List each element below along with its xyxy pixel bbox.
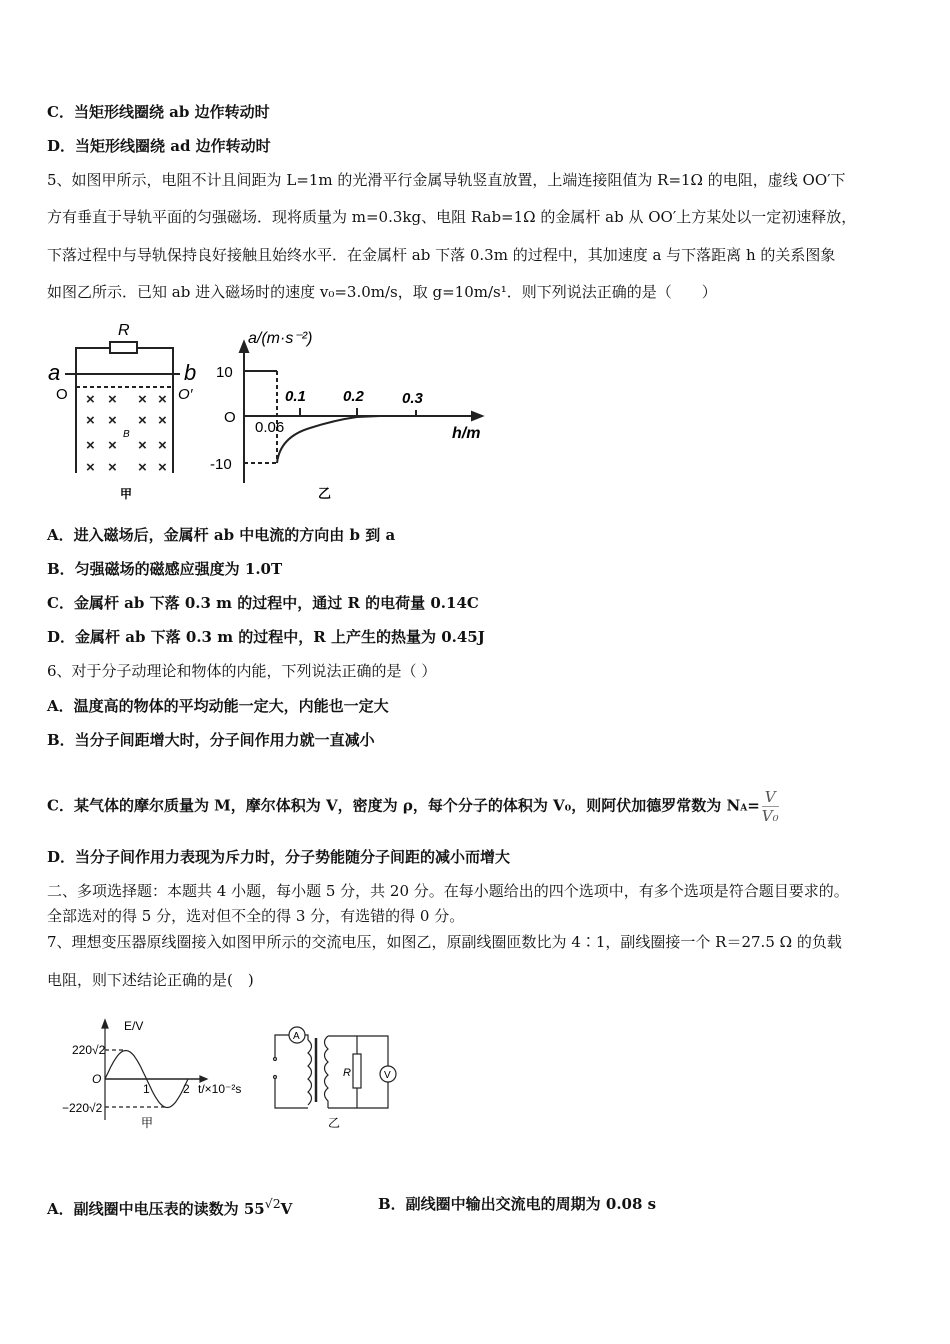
q6-option-c xyxy=(47,788,779,825)
label-B: B xyxy=(123,429,130,440)
fraction-numerator: V xyxy=(762,788,779,807)
subscript-a: A xyxy=(740,803,748,814)
cross-mark: × xyxy=(138,391,147,408)
equals: = xyxy=(747,796,760,815)
fraction-denominator: V₀ xyxy=(761,807,779,825)
label-a: a xyxy=(48,360,61,385)
origin-label-2: O xyxy=(92,1072,102,1086)
unit-v: V xyxy=(280,1200,293,1218)
cross-mark: × xyxy=(138,459,147,476)
q6-option-d: D．当分子间作用力表现为斥力时，分子势能随分子间距的减小而增大 xyxy=(47,848,511,866)
cross-mark: × xyxy=(158,412,167,429)
label-b: b xyxy=(184,360,197,385)
x-axis-label: h/m xyxy=(452,425,481,442)
caption-yi: 乙 xyxy=(318,486,332,501)
t-axis-label: t/×10⁻²s xyxy=(198,1082,242,1096)
cross-mark: × xyxy=(158,437,167,454)
q7-circuit-yi xyxy=(274,1027,397,1108)
sine-curve xyxy=(105,1051,188,1108)
q5-stem-line3: 下落过程中与导轨保持良好接触且始终水平．在金属杆 ab 下落 0.3m 的过程中，其加速度 a 与下落距离 h 的关系图象 xyxy=(47,246,836,264)
tick-t1: 1 xyxy=(143,1082,150,1096)
q7-stem-line1: 7、理想变压器原线圈接入如图甲所示的交流电压，如图乙，原副线圈匝数比为 4∶1，副线圈接一个 R＝27.5 Ω 的负载 xyxy=(47,933,842,951)
q6-option-c-text: C．某气体的摩尔质量为 M，摩尔体积为 V，密度为 ρ，每个分子的体积为 V₀，则阿伏加德罗常数为 N xyxy=(47,796,741,815)
caption-jia-2: 甲 xyxy=(141,1116,154,1130)
tick-0-1: 0.1 xyxy=(285,388,306,405)
cross-mark: × xyxy=(108,412,117,429)
cross-mark: × xyxy=(86,459,95,476)
section2-line1: 二、多项选择题：本题共 4 小题，每小题 5 分，共 20 分。在每小题给出的四个选项中，有多个选项是符合题目要求的。 xyxy=(47,882,849,900)
caption-yi-2: 乙 xyxy=(328,1116,341,1130)
q6-option-b: B．当分子间距增大时，分子间作用力就一直减小 xyxy=(47,731,375,749)
cross-mark: × xyxy=(86,412,95,429)
label-O-prime: O′ xyxy=(178,386,193,403)
cross-mark: × xyxy=(108,437,117,454)
q7-graph-jia xyxy=(102,1020,207,1120)
section2-line2: 全部选对的得 5 分，选对但不全的得 3 分，有选错的得 0 分。 xyxy=(47,907,465,925)
label-O: O xyxy=(56,386,68,403)
sqrt2: √2 xyxy=(264,1196,281,1211)
q5-graph-yi xyxy=(240,342,482,483)
tick-ymax: 220√2 xyxy=(72,1043,106,1057)
tick-0-2: 0.2 xyxy=(343,388,364,405)
tick-minus10: -10 xyxy=(210,456,232,473)
cross-mark: × xyxy=(86,391,95,408)
cross-mark: × xyxy=(108,391,117,408)
magnetic-field-crosses xyxy=(86,391,167,476)
origin-label: O xyxy=(224,409,236,426)
cross-mark: × xyxy=(138,412,147,429)
cross-mark: × xyxy=(86,437,95,454)
ammeter-icon xyxy=(289,1027,305,1043)
q7-option-a-text: A．副线圈中电压表的读数为 55 xyxy=(47,1200,265,1218)
tick-0-06: 0.06 xyxy=(255,419,285,436)
q7-option-b: B．副线圈中输出交流电的周期为 0.08 s xyxy=(378,1195,657,1213)
q7-option-a xyxy=(47,1194,292,1219)
q6-option-a: A．温度高的物体的平均动能一定大，内能也一定大 xyxy=(47,697,389,715)
q5-option-c: C．金属杆 ab 下落 0.3 m 的过程中，通过 R 的电荷量 0.14C xyxy=(47,594,479,612)
q7-stem-line2: 电阻，则下述结论正确的是( ) xyxy=(47,971,254,989)
q5-option-b: B．匀强磁场的磁感应强度为 1.0T xyxy=(47,560,283,578)
e-axis-label: E/V xyxy=(124,1019,144,1033)
q5-option-a: A．进入磁场后，金属杆 ab 中电流的方向由 b 到 a xyxy=(47,526,396,544)
q4-option-c: C．当矩形线圈绕 ab 边作转动时 xyxy=(47,103,270,121)
caption-jia: 甲 xyxy=(120,487,133,501)
cross-mark: × xyxy=(138,437,147,454)
q5-figure-jia xyxy=(65,342,180,473)
voltmeter-label: V xyxy=(384,1070,391,1081)
q5-option-d: D．金属杆 ab 下落 0.3 m 的过程中，R 上产生的热量为 0.45J xyxy=(47,628,485,646)
fraction xyxy=(762,788,779,825)
resistor-icon xyxy=(353,1054,361,1088)
ammeter-label: A xyxy=(293,1031,300,1042)
voltmeter-icon xyxy=(380,1066,396,1082)
y-axis-label: a/(m·s⁻²) xyxy=(248,330,313,347)
tick-ymin: −220√2 xyxy=(62,1101,103,1115)
q5-stem-line4: 如图乙所示．已知 ab 进入磁场时的速度 v₀=3.0m/s，取 g=10m/s¹．则下列说法正确的是（ ） xyxy=(47,283,717,301)
cross-mark: × xyxy=(158,391,167,408)
resistor-label: R xyxy=(343,1067,351,1079)
label-R: R xyxy=(118,322,130,339)
cross-mark: × xyxy=(158,459,167,476)
q5-stem-line1: 5、如图甲所示，电阻不计且间距为 L=1m 的光滑平行金属导轨竖直放置，上端连接阻值为 R=1Ω 的电阻，虚线 OO′下 xyxy=(47,171,846,189)
q5-stem-line2: 方有垂直于导轨平面的匀强磁场．现将质量为 m=0.3kg、电阻 Rab=1Ω 的金属杆 ab 从 OO′上方某处以一定初速释放， xyxy=(47,208,857,226)
cross-mark: × xyxy=(108,459,117,476)
tick-10: 10 xyxy=(216,364,233,381)
q4-option-d: D．当矩形线圈绕 ad 边作转动时 xyxy=(47,137,271,155)
tick-t2: 2 xyxy=(183,1082,190,1096)
q6-stem: 6、对于分子动理论和物体的内能，下列说法正确的是（ ） xyxy=(47,662,437,680)
tick-0-3: 0.3 xyxy=(402,390,423,407)
